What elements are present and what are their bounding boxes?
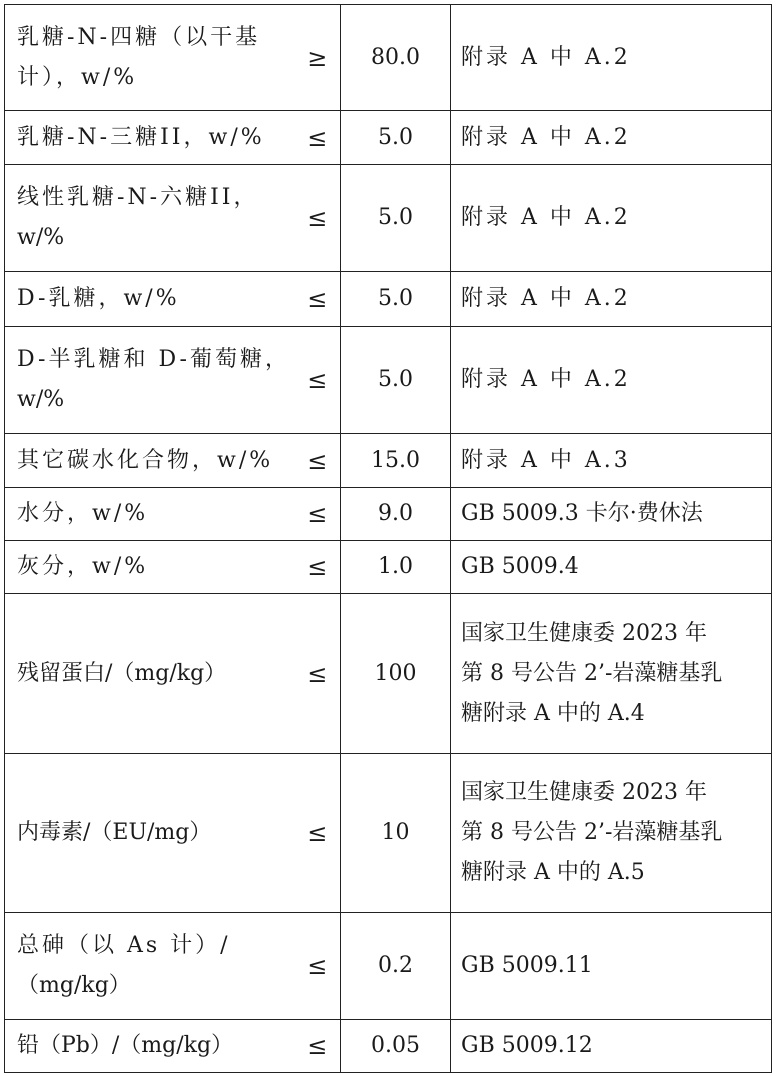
- item-cell: D-乳糖，w/%: [5, 272, 295, 327]
- item-cell: 内毒素/（EU/mg）: [5, 754, 295, 913]
- operator-cell: ≤: [295, 1020, 341, 1073]
- method-cell: 国家卫生健康委 2023 年 第 8 号公告 2’-岩藻糖基乳 糖附录 A 中的 A.4: [451, 594, 772, 754]
- method-cell: GB 5009.4: [451, 541, 772, 594]
- operator-cell: ≤: [295, 754, 341, 913]
- value-cell: 5.0: [341, 327, 451, 434]
- table-row: [5, 594, 772, 754]
- value-cell: 100: [341, 594, 451, 754]
- table-row: [5, 541, 772, 594]
- table-row: [5, 488, 772, 541]
- method-cell: 附录 A 中 A.2: [451, 165, 772, 272]
- table-row: [5, 111, 772, 165]
- item-cell: 其它碳水化合物，w/%: [5, 434, 295, 488]
- table-row: [5, 1020, 772, 1073]
- item-cell: 总砷（以 As 计）/ （mg/kg）: [5, 913, 295, 1020]
- operator-cell: ≤: [295, 434, 341, 488]
- operator-cell: ≤: [295, 488, 341, 541]
- table-row: [5, 165, 772, 272]
- operator-cell: ≤: [295, 165, 341, 272]
- value-cell: 1.0: [341, 541, 451, 594]
- value-cell: 15.0: [341, 434, 451, 488]
- table-row: [5, 327, 772, 434]
- table-row: [5, 913, 772, 1020]
- method-cell: 附录 A 中 A.2: [451, 272, 772, 327]
- item-cell: 铅（Pb）/（mg/kg）: [5, 1020, 295, 1073]
- method-cell: 国家卫生健康委 2023 年 第 8 号公告 2’-岩藻糖基乳 糖附录 A 中的 A.5: [451, 754, 772, 913]
- value-cell: 5.0: [341, 272, 451, 327]
- value-cell: 0.2: [341, 913, 451, 1020]
- item-cell: 乳糖-N-四糖（以干基 计），w/%: [5, 5, 295, 111]
- value-cell: 9.0: [341, 488, 451, 541]
- item-cell: 残留蛋白/（mg/kg）: [5, 594, 295, 754]
- value-cell: 5.0: [341, 165, 451, 272]
- value-cell: 5.0: [341, 111, 451, 165]
- item-cell: 灰分，w/%: [5, 541, 295, 594]
- operator-cell: ≤: [295, 327, 341, 434]
- method-cell: 附录 A 中 A.2: [451, 327, 772, 434]
- method-cell: 附录 A 中 A.2: [451, 111, 772, 165]
- method-cell: 附录 A 中 A.3: [451, 434, 772, 488]
- operator-cell: ≤: [295, 111, 341, 165]
- operator-cell: ≤: [295, 594, 341, 754]
- method-cell: GB 5009.12: [451, 1020, 772, 1073]
- value-cell: 80.0: [341, 5, 451, 111]
- item-cell: D-半乳糖和 D-葡萄糖， w/%: [5, 327, 295, 434]
- operator-cell: ≤: [295, 541, 341, 594]
- item-cell: 乳糖-N-三糖II，w/%: [5, 111, 295, 165]
- value-cell: 10: [341, 754, 451, 913]
- spec-table: [4, 4, 772, 1073]
- operator-cell: ≤: [295, 913, 341, 1020]
- table-row: [5, 434, 772, 488]
- item-cell: 线性乳糖-N-六糖II， w/%: [5, 165, 295, 272]
- table-row: [5, 5, 772, 111]
- value-cell: 0.05: [341, 1020, 451, 1073]
- item-cell: 水分，w/%: [5, 488, 295, 541]
- table-row: [5, 272, 772, 327]
- operator-cell: ≥: [295, 5, 341, 111]
- method-cell: GB 5009.11: [451, 913, 772, 1020]
- table-row: [5, 754, 772, 913]
- operator-cell: ≤: [295, 272, 341, 327]
- method-cell: GB 5009.3 卡尔·费休法: [451, 488, 772, 541]
- method-cell: 附录 A 中 A.2: [451, 5, 772, 111]
